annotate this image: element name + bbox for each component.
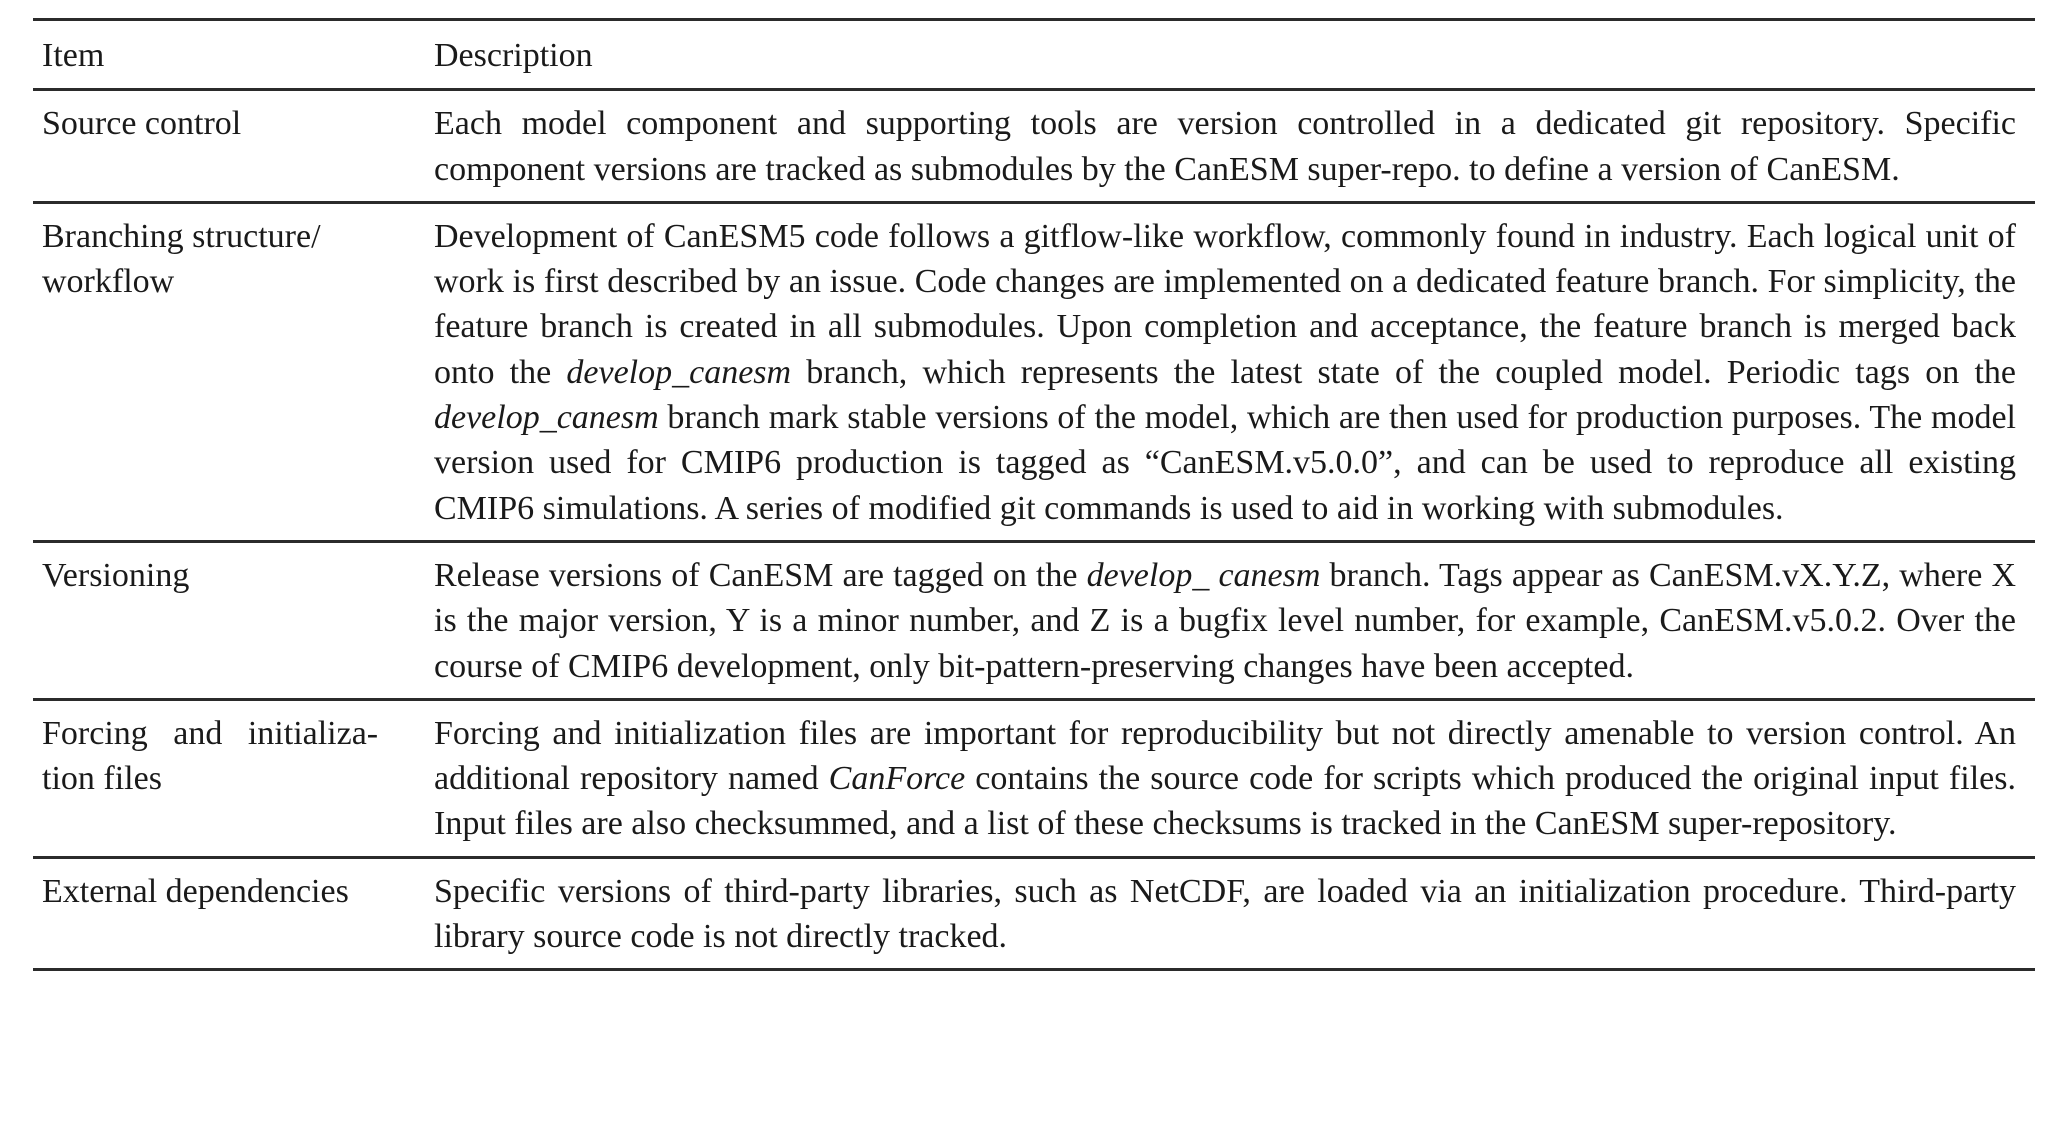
header-item: Item (42, 37, 105, 74)
table-row (33, 859, 2035, 969)
table-row (33, 91, 2035, 201)
table-row (33, 701, 2035, 856)
row-item: Forcing and initializa- tion files (42, 714, 379, 797)
row-item: Versioning (42, 556, 190, 594)
data-table (33, 18, 2035, 971)
row-description: Each model component and supporting tools are version controlled in a dedicated git repository. Specific component versions are tracked as submodules by the CanESM super-repo. to define a version of CanESM. (434, 105, 2016, 188)
row-item: Source control (42, 105, 242, 143)
row-description: Specific versions of third-party libraries, such as NetCDF, are loaded via an initialization procedure. Third-party library source code is not directly tracked. (434, 872, 2016, 956)
row-item: External dependencies (42, 872, 349, 910)
row-description: Release versions of CanESM are tagged on the develop_ canesm branch. Tags appear as CanESM.vX.Y.Z, where X is the major version, Y is a minor number, and Z is a bugfix level number, for example, CanESM.v5.0.2. Over the course of CMIP6 development, only bit-pattern-preserving changes have been accepted. (434, 556, 2016, 685)
bottom-rule (33, 968, 2035, 971)
header-description: Description (434, 37, 593, 74)
table-row (33, 543, 2035, 698)
row-description: Forcing and initialization files are important for reproducibility but not directly amenable to version control. An additional repository named CanForce contains the source code for scripts which produced the original input files. Input files are also checksummed, and a list of these checksums is tracked in the CanESM super-repository. (434, 714, 2016, 843)
row-description: Development of CanESM5 code follows a gitflow-like workflow, commonly found in industry. Each logical unit of work is first described by an issue. Code changes are implemented on a dedicated feature branch. For simplicity, the feature branch is created in all submodules. Upon completion and acceptance, the feature branch is merged back onto the develop_canesm branch, which represents the latest state of the coupled model. Periodic tags on the develop_canesm branch mark stable versions of the model, which are then used for production purposes. The model version used for CMIP6 production is tagged as “CanESM.v5.0.0”, and can be used to reproduce all existing CMIP6 simulations. A series of modified git commands is used to aid in working with submodules. (434, 217, 2016, 527)
row-item: Branching structure/ workflow (42, 217, 321, 300)
table-row (33, 204, 2035, 540)
header-row (33, 21, 2035, 88)
